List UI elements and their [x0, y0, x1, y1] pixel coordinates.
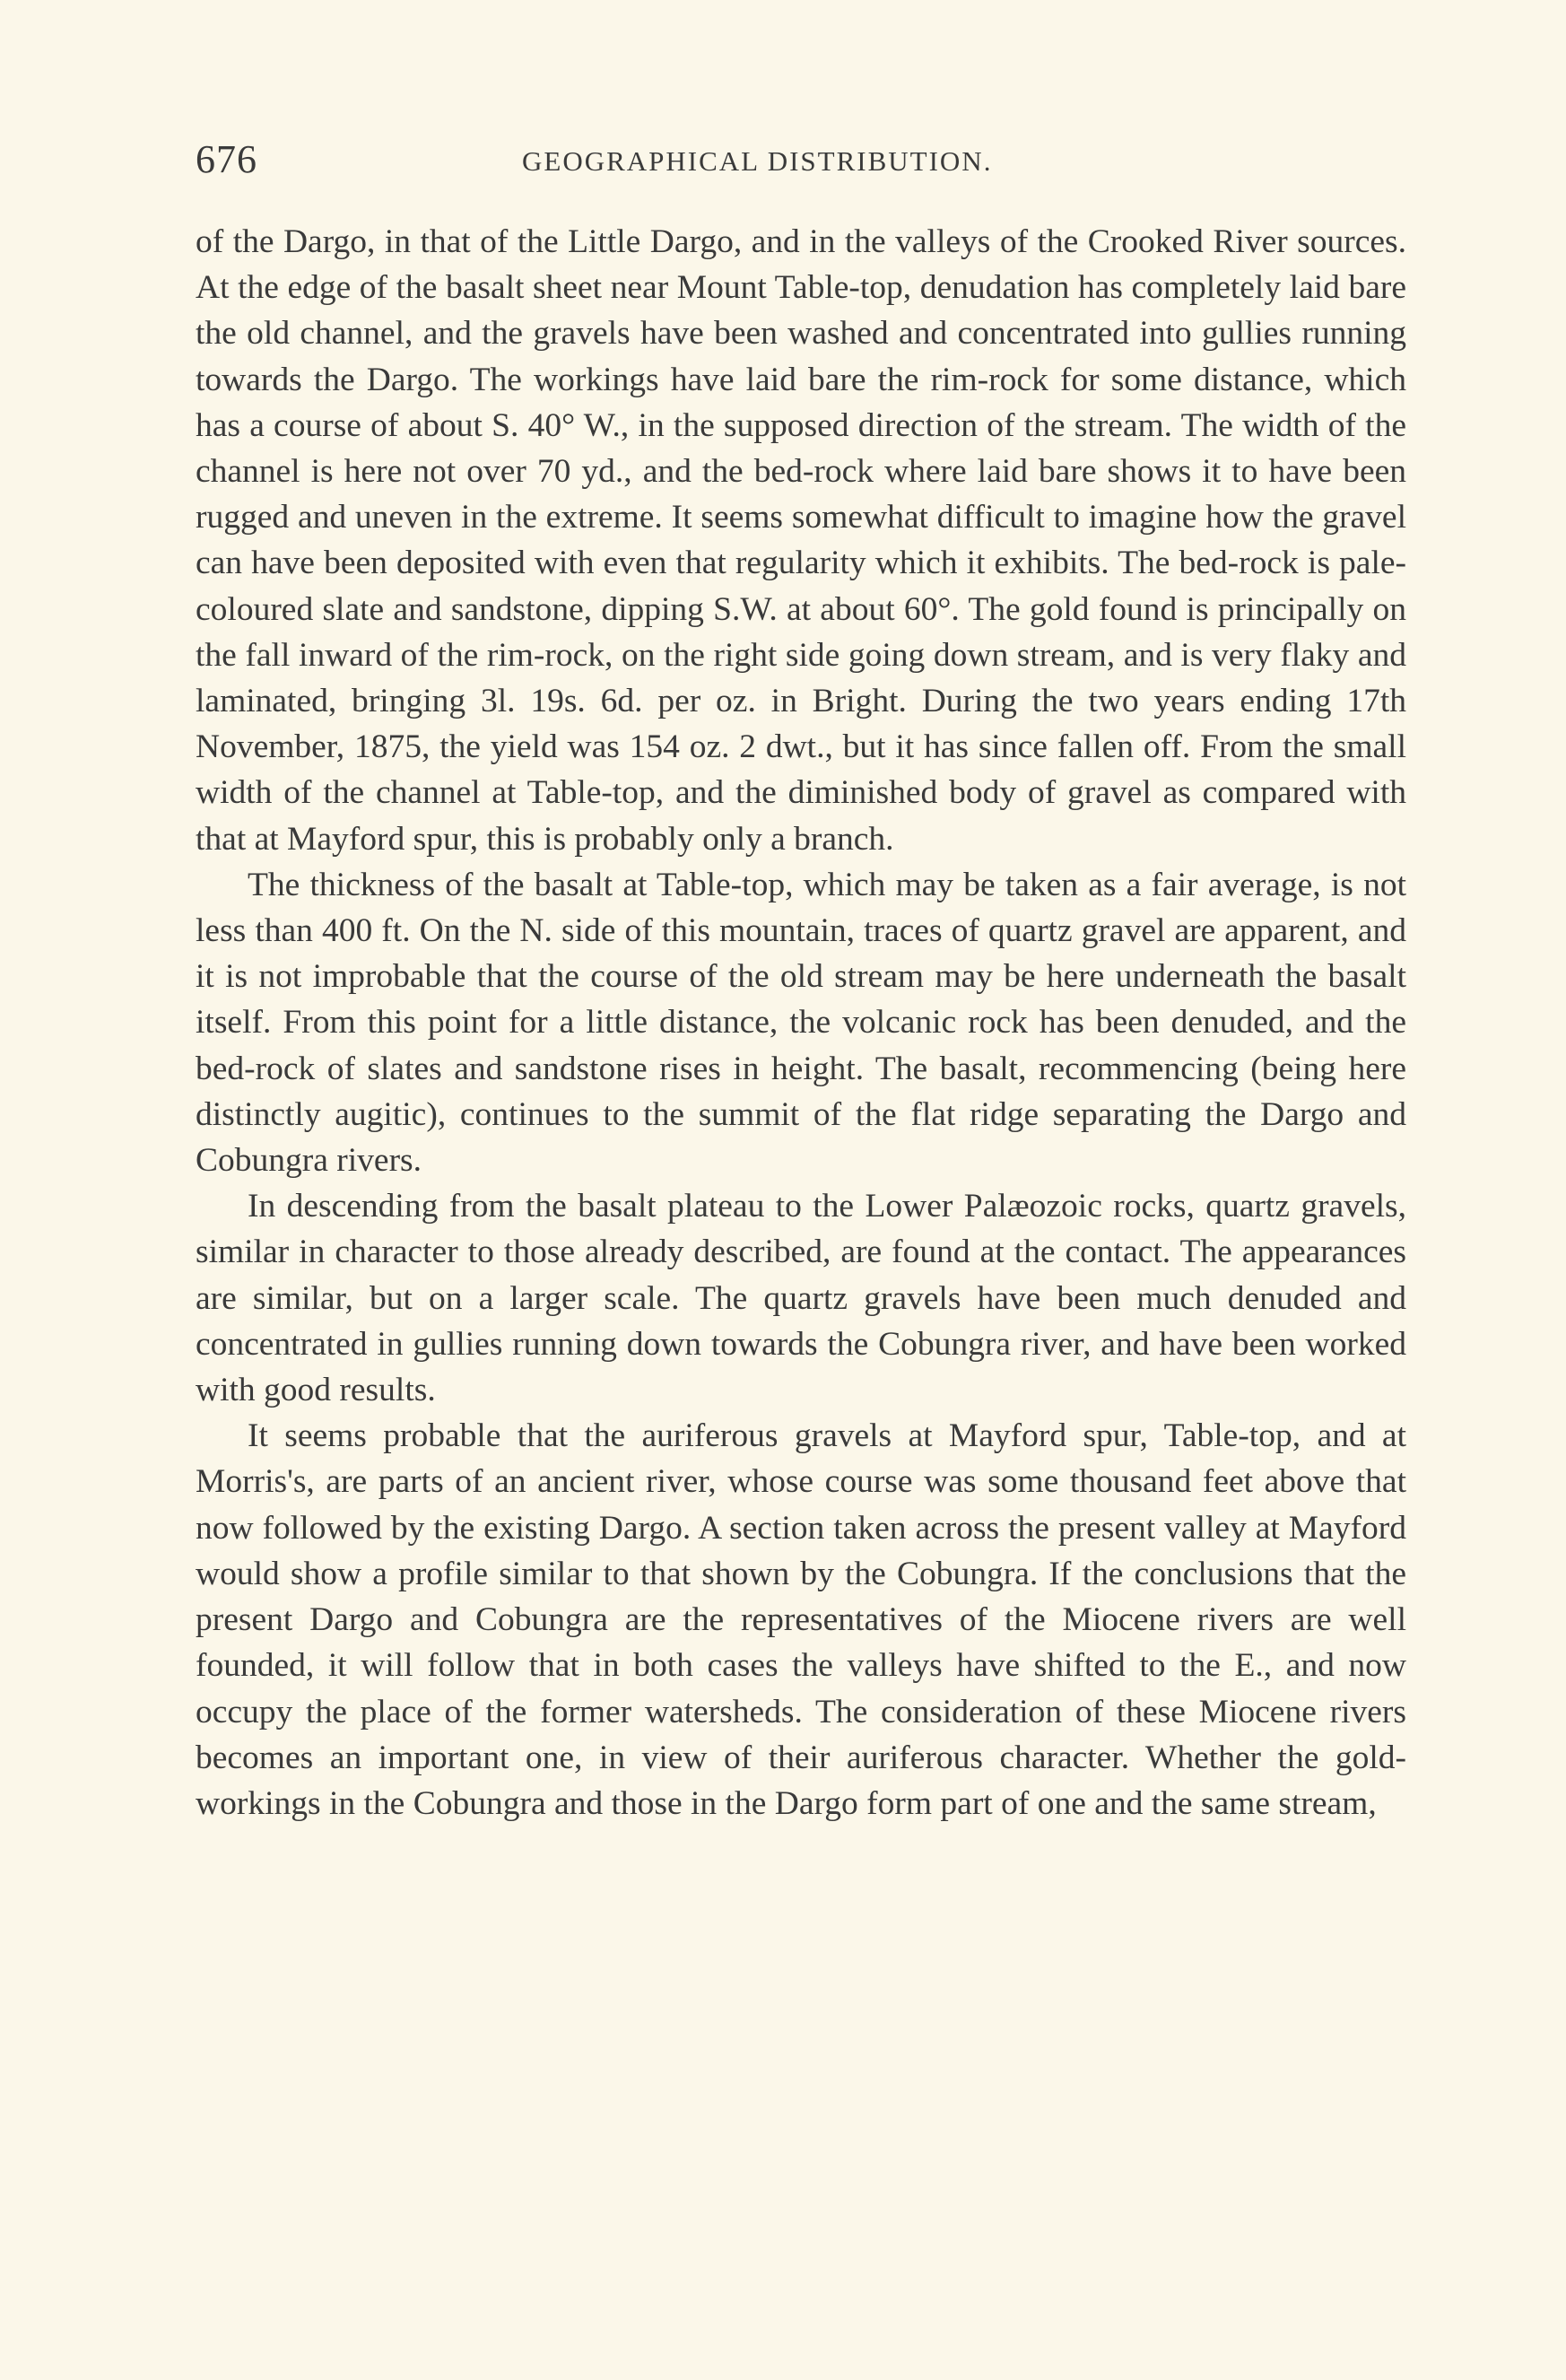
page-number: 676	[196, 137, 257, 181]
paragraph-1: of the Dargo, in that of the Little Dargo, and in the valleys of the Crooked River sources. At the edge of the basalt sheet near Mount Table-top, denudation has completely laid bare the old channel, and the gravels have been washed and concentrated into gullies running towards the Dargo. The workings have laid bare the rim-rock for some distance, which has a course of about S. 40° W., in the supposed direction of the stream. The width of the channel is here not over 70 yd., and the bed-rock where laid bare shows it to have been rugged and uneven in the extreme. It seems somewhat difficult to imagine how the gravel can have been deposited with even that regularity which it exhibits. The bed-rock is pale-coloured slate and sandstone, dipping S.W. at about 60°. The gold found is principally on the fall inward of the rim-rock, on the right side going down stream, and is very flaky and laminated, bringing 3l. 19s. 6d. per oz. in Bright. During the two years ending 17th November, 1875, the yield was 154 oz. 2 dwt., but it has since fallen off. From the small width of the channel at Table-top, and the diminished body of gravel as compared with that at Mayford spur, this is probably only a branch.	[196, 223, 1406, 858]
paragraph-2: The thickness of the basalt at Table-top, which may be taken as a fair average, is not less than 400 ft. On the N. side of this mountain, traces of quartz gravel are apparent, and it is not improbable that the course of the old stream may be here underneath the basalt itself. From this point for a little distance, the volcanic rock has been denuded, and the bed-rock of slates and sandstone rises in height. The basalt, recommencing (being here distinctly augitic), continues to the summit of the flat ridge separating the Dargo and Cobungra rivers.	[196, 866, 1406, 1180]
paragraph-4: It seems probable that the auriferous gravels at Mayford spur, Table-top, and at Morris's, are parts of an ancient river, whose course was some thousand feet above that now followed by the existing Dargo. A section taken across the present valley at Mayford would show a profile similar to that shown by the Cobungra. If the conclusions that the present Dargo and Cobungra are the representatives of the Miocene rivers are well founded, it will follow that in both cases the valleys have shifted to the E., and now occupy the place of the former watersheds. The consideration of these Miocene rivers becomes an important one, in view of their auriferous character. Whether the gold-workings in the Cobungra and those in the Dargo form part of one and the same stream,	[196, 1417, 1406, 1822]
paragraph-3: In descending from the basalt plateau to the Lower Palæozoic rocks, quartz gravels, similar in character to those already described, are found at the contact. The appearances are similar, but on a larger scale. The quartz gravels have been much denuded and concentrated in gullies running down towards the Cobungra river, and have been worked with good results.	[196, 1188, 1406, 1409]
body-text	[196, 219, 1406, 1826]
page-header	[196, 136, 1406, 190]
running-head: GEOGRAPHICAL DISTRIBUTION.	[522, 145, 993, 177]
